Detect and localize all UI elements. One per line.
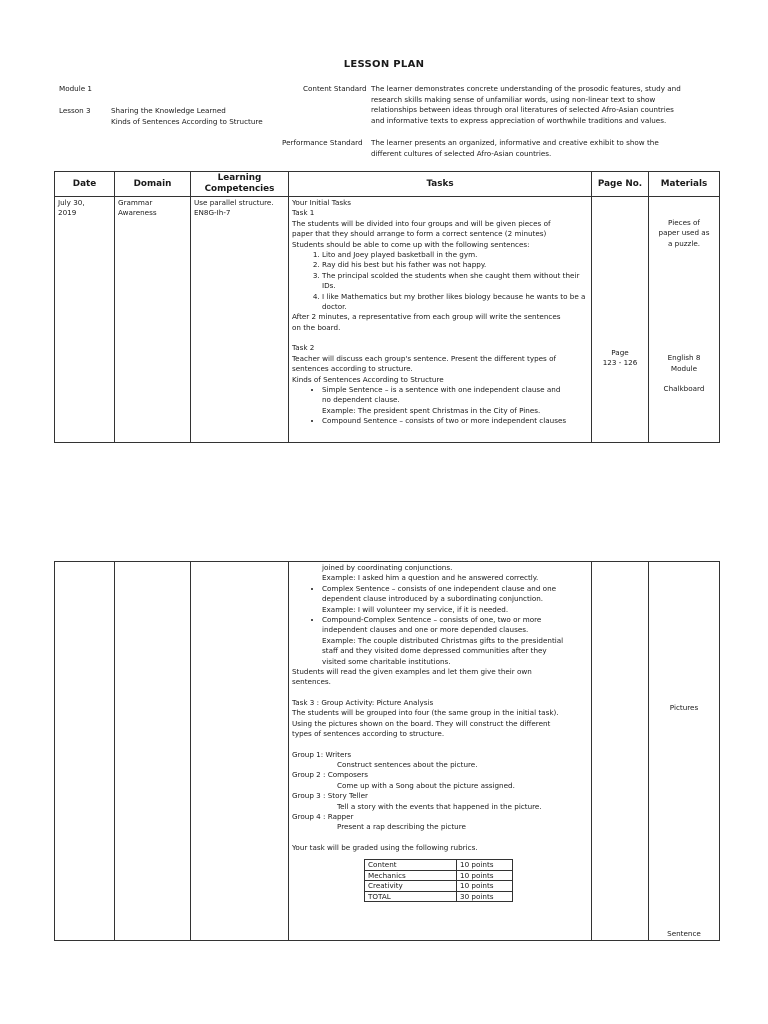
header-domain: Domain	[115, 172, 191, 197]
content-standard-line: The learner demonstrates concrete understanding of the prosodic features, study and	[371, 84, 681, 93]
group-label: Group 2 : Composers	[292, 770, 368, 780]
header-tasks: Tasks	[289, 172, 592, 197]
rubric-intro: Your task will be graded using the following rubrics.	[292, 842, 478, 852]
competency-line: Use parallel structure.	[194, 198, 274, 207]
date-line: 2019	[58, 208, 77, 218]
spacer	[652, 374, 716, 384]
materials-cell	[649, 197, 720, 443]
spacer	[292, 688, 588, 698]
group-description: Construct sentences about the picture.	[337, 759, 478, 769]
content-standard-line: relationships between ideas through oral literatures of selected Afro-Asian countries	[371, 105, 674, 114]
rubric-points: 10 points	[457, 860, 513, 871]
table-header-row	[55, 172, 720, 197]
performance-standard-line: different cultures of selected Afro-Asian countries.	[371, 148, 552, 158]
compound-sentence-def: joined by coordinating conjunctions.	[322, 563, 453, 572]
list-item: 4. I like Mathematics but my brother likes biology because he wants to be a doctor.	[322, 292, 588, 313]
competency-cell	[191, 197, 289, 443]
sentence-list	[292, 250, 588, 312]
table-row	[55, 562, 720, 941]
materials-line: Module	[670, 363, 698, 373]
spacer	[292, 333, 588, 343]
rubric-table	[364, 859, 513, 902]
list-item: 2. Ray did his best but his father was not happy.	[322, 260, 588, 270]
group-description: Tell a story with the events that happened in the picture.	[337, 801, 542, 811]
date-cell	[55, 562, 115, 941]
spacer	[292, 740, 588, 750]
lesson-title-1: Sharing the Knowledge Learned	[111, 106, 226, 115]
materials-line: Chalkboard	[663, 384, 705, 394]
materials-line: paper used as	[658, 228, 710, 238]
lesson-title-2: Kinds of Sentences According to Structure	[111, 117, 263, 126]
table-row	[365, 870, 513, 881]
spacer	[652, 198, 716, 218]
rubric-criterion: Mechanics	[365, 870, 457, 881]
content-standard-text	[371, 84, 721, 126]
complex-sentence-example: Example: I will volunteer my service, if it is needed.	[322, 604, 509, 614]
list-item: 1. Lito and Joey played basketball in the gym.	[322, 250, 588, 260]
materials-line: Pieces of	[668, 218, 700, 227]
group-description: Present a rap describing the picture	[337, 822, 466, 832]
task1-text: The students will be divided into four groups and will be given pieces of	[292, 218, 551, 228]
task1-text: After 2 minutes, a representative from each group will write the sentences	[292, 312, 561, 322]
read-instruction: Students will read the given examples and let them give their own	[292, 667, 532, 677]
spacer	[652, 563, 716, 703]
rubric-criterion: TOTAL	[365, 891, 457, 902]
page-no-cell	[592, 197, 649, 443]
performance-standard-text	[371, 138, 721, 159]
simple-sentence-def: Simple Sentence – is a sentence with one independent clause and	[322, 384, 561, 394]
competency-line: EN8G-Ih-7	[194, 208, 231, 218]
rubric-points: 30 points	[457, 891, 513, 902]
compound-complex-def: independent clauses and one or more depended clauses.	[322, 625, 529, 635]
rubric-criterion: Content	[365, 860, 457, 871]
page-no-line: Page	[611, 348, 629, 357]
read-instruction: sentences.	[292, 677, 331, 687]
task1-text: Students should be able to come up with the following sentences:	[292, 239, 530, 249]
page-no-line: 123 - 126	[602, 358, 638, 368]
list-item	[322, 385, 588, 416]
performance-standard-line: The learner presents an organized, informative and creative exhibit to show the	[371, 138, 659, 147]
kinds-heading: Kinds of Sentences According to Structure	[292, 374, 444, 384]
content-standard-line: research skills making sense of unfamiliar words, using non-linear text to show	[371, 94, 656, 104]
kinds-list	[292, 385, 588, 427]
task2-text: sentences according to structure.	[292, 364, 413, 374]
page-no-cell	[592, 562, 649, 941]
task3-text: Using the pictures shown on the board. They will construct the different	[292, 718, 551, 728]
compound-sentence-example: Example: I asked him a question and he answered correctly.	[322, 573, 539, 583]
domain-cell	[115, 197, 191, 443]
table-row	[55, 197, 720, 443]
page-title: LESSON PLAN	[343, 59, 425, 70]
header-materials: Materials	[649, 172, 720, 197]
rubric-criterion: Creativity	[365, 881, 457, 892]
compound-complex-example: staff and they visited dome depressed communities after they	[322, 646, 547, 656]
header-date: Date	[55, 172, 115, 197]
group-description: Come up with a Song about the picture assigned.	[337, 780, 515, 790]
rubric-points: 10 points	[457, 870, 513, 881]
materials-line: Sentence	[667, 928, 701, 938]
table-row	[365, 860, 513, 871]
task3-heading: Task 3 : Group Activity: Picture Analysis	[292, 697, 434, 707]
lesson-plan-table	[54, 171, 720, 443]
kinds-list	[292, 584, 588, 667]
header-page-no: Page No.	[592, 172, 649, 197]
task3-text: types of sentences according to structure.	[292, 729, 445, 739]
domain-cell	[115, 562, 191, 941]
group-label: Group 3 : Story Teller	[292, 791, 368, 801]
spacer	[292, 833, 588, 843]
compound-complex-example: visited some charitable institutions.	[322, 656, 451, 666]
simple-sentence-def: no dependent clause.	[322, 395, 400, 405]
task1-text: paper that they should arrange to form a correct sentence (2 minutes)	[292, 229, 547, 239]
simple-sentence-example: Example: The president spent Christmas in the City of Pines.	[322, 405, 541, 415]
task1-text: on the board.	[292, 322, 341, 332]
group-label: Group 4 : Rapper	[292, 811, 354, 821]
list-item	[322, 584, 588, 615]
lesson-label: Lesson 3	[59, 106, 91, 115]
compound-complex-def: Compound-Complex Sentence – consists of one, two or more	[322, 615, 542, 625]
header-competencies: Learning Competencies	[191, 172, 289, 197]
list-item: • Compound Sentence – consists of two or more independent clauses	[322, 416, 588, 426]
table-row	[365, 891, 513, 902]
compound-complex-example: Example: The couple distributed Christmas gifts to the presidential	[322, 635, 564, 645]
tasks-cell	[289, 197, 592, 443]
domain-line: Grammar	[118, 198, 153, 207]
spacer	[652, 249, 716, 353]
rubric-points: 10 points	[457, 881, 513, 892]
module-label: Module 1	[59, 84, 92, 93]
group-label: Group 1: Writers	[292, 749, 352, 759]
complex-sentence-def: dependent clause introduced by a subordinating conjunction.	[322, 594, 544, 604]
date-cell	[55, 197, 115, 443]
task2-heading: Task 2	[292, 343, 315, 353]
materials-line: Pictures	[669, 703, 699, 712]
materials-line: a puzzle.	[667, 238, 701, 248]
initial-tasks-heading: Your Initial Tasks	[292, 198, 352, 207]
table-row	[365, 881, 513, 892]
performance-standard-label: Performance Standard	[282, 138, 363, 147]
list-item: 3. The principal scolded the students when she caught them without their IDs.	[322, 271, 588, 292]
domain-line: Awareness	[118, 208, 157, 218]
lesson-plan-table-continued	[54, 561, 720, 941]
spacer	[595, 198, 645, 348]
complex-sentence-def: Complex Sentence – consists of one independent clause and one	[322, 583, 557, 593]
materials-line: English 8	[667, 353, 701, 363]
materials-cell	[649, 562, 720, 941]
tasks-cell	[289, 562, 592, 941]
task2-text: Teacher will discuss each group's sentence. Present the different types of	[292, 353, 557, 363]
task3-text: The students will be grouped into four (the same group in the initial task).	[292, 708, 559, 718]
task1-heading: Task 1	[292, 208, 315, 218]
content-standard-label: Content Standard	[303, 84, 367, 93]
date-line: July 30,	[58, 198, 85, 207]
content-standard-line: and informative texts to express appreciation of worthwhile traditions and values.	[371, 115, 667, 125]
competency-cell	[191, 562, 289, 941]
list-item	[322, 615, 588, 667]
